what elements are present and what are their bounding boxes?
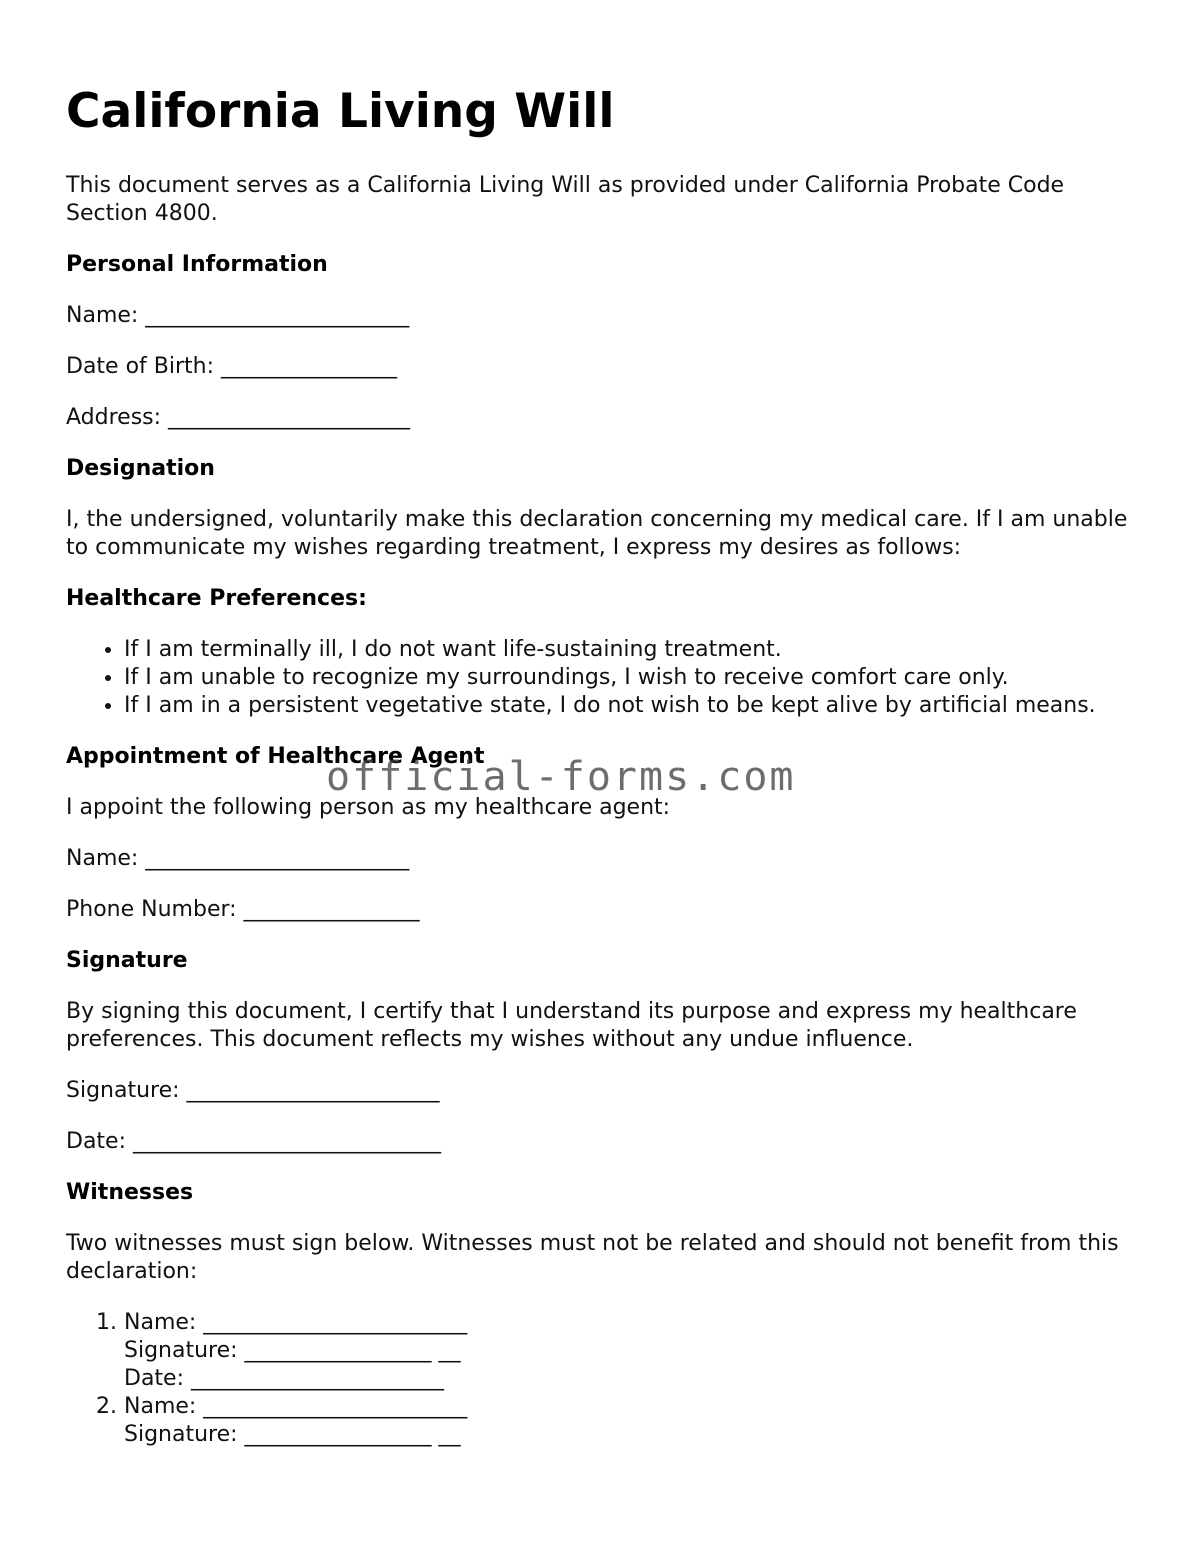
signature-field: Signature: _______________________	[66, 1078, 440, 1103]
intro-text: This document serves as a California Living Will as provided under California Probate Code Section 4800.	[66, 173, 1065, 226]
list-item: • If I am unable to recognize my surroundings, I wish to receive comfort care only.	[124, 664, 1136, 692]
witness-name-field: 1. Name: ________________________	[124, 1310, 468, 1335]
date-of-birth-field: Date of Birth: ________________	[66, 354, 397, 379]
document-page	[66, 80, 1136, 1472]
witness-item	[124, 1393, 1136, 1449]
witnesses-text: Two witnesses must sign below. Witnesses must not be related and should not benefit from this declaration:	[66, 1231, 1119, 1284]
watermark: official-forms.com	[326, 754, 796, 800]
signature-date-field: Date: ____________________________	[66, 1129, 441, 1154]
signature-heading: Signature	[66, 948, 188, 973]
witness-item	[124, 1309, 1136, 1393]
witness-signature-field: Signature: _________________ __	[124, 1338, 461, 1363]
name-field: Name: ________________________	[66, 303, 410, 328]
document-title: California Living Will	[66, 84, 615, 139]
list-item: • If I am in a persistent vegetative state, I do not wish to be kept alive by artificial means.	[124, 692, 1136, 720]
healthcare-preferences-heading: Healthcare Preferences:	[66, 586, 367, 611]
designation-text: I, the undersigned, voluntarily make this declaration concerning my medical care. If I am unable to communicate my wishes regarding treatment, I express my desires as follows:	[66, 507, 1128, 560]
witness-name-field: 2. Name: ________________________	[124, 1394, 468, 1419]
agent-name-field: Name: ________________________	[66, 846, 410, 871]
signature-text: By signing this document, I certify that I understand its purpose and express my healthcare preferences. This document reflects my wishes without any undue influence.	[66, 999, 1077, 1052]
personal-information-heading: Personal Information	[66, 252, 328, 277]
agent-phone-field: Phone Number: ________________	[66, 897, 420, 922]
witnesses-heading: Witnesses	[66, 1180, 194, 1205]
agent-text: I appoint the following person as my healthcare agent:	[66, 795, 671, 820]
designation-heading: Designation	[66, 456, 215, 481]
list-item: • If I am terminally ill, I do not want life-sustaining treatment.	[124, 636, 1136, 664]
witness-date-field: Date: _______________________	[124, 1366, 444, 1391]
witnesses-list	[66, 1309, 1136, 1449]
preferences-list	[66, 636, 1136, 720]
witness-signature-field: Signature: _________________ __	[124, 1422, 461, 1447]
address-field: Address: ______________________	[66, 405, 411, 430]
healthcare-agent-heading: Appointment of Healthcare Agent	[66, 744, 485, 769]
